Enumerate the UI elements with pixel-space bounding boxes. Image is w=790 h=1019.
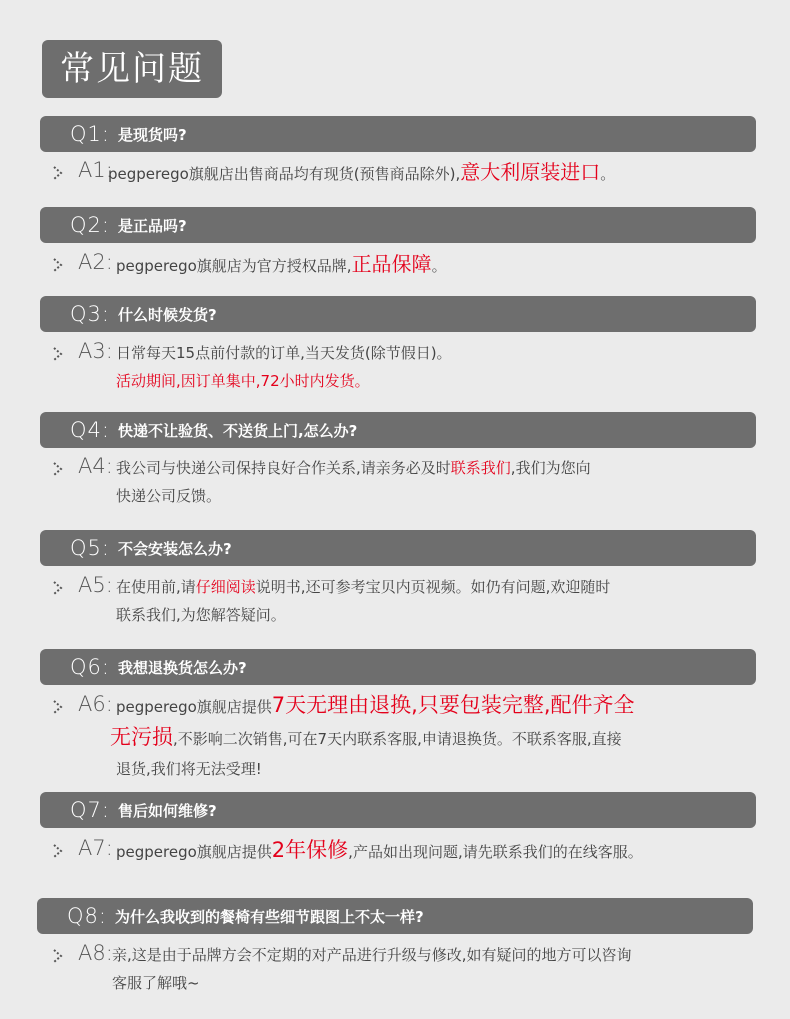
answer-text bbox=[116, 339, 452, 395]
chevron-right-icon bbox=[50, 699, 66, 715]
chevron-right-icon bbox=[50, 346, 66, 362]
question-bar-1 bbox=[40, 116, 756, 152]
highlight-text: 正品保障 bbox=[351, 252, 432, 276]
question-text: 是正品吗? bbox=[117, 216, 187, 235]
answer-number: A8: bbox=[78, 941, 113, 965]
answer-number: A7: bbox=[78, 836, 113, 860]
highlight-text: 2年保修 bbox=[271, 838, 349, 862]
question-bar-3 bbox=[40, 296, 756, 332]
chevron-right-icon bbox=[50, 948, 66, 964]
question-bar-7 bbox=[40, 792, 756, 828]
answer-text bbox=[116, 250, 447, 280]
question-text: 不会安装怎么办? bbox=[117, 539, 232, 558]
answer-text bbox=[112, 941, 632, 997]
answer-line: 快递公司反馈。 bbox=[116, 487, 222, 505]
answer-line: 日常每天15点前付款的订单,当天发货(除节假日)。 bbox=[116, 344, 452, 362]
answer-line: 联系我们,为您解答疑问。 bbox=[116, 606, 286, 624]
answer-line: pegperego旗舰店出售商品均有现货(预售商品除外), bbox=[108, 165, 461, 183]
answer-end: ,产品如出现问题,请先联系我们的在线客服。 bbox=[348, 843, 643, 861]
question-bar-4 bbox=[40, 412, 756, 448]
chevron-right-icon bbox=[50, 461, 66, 477]
question-bar-2 bbox=[40, 207, 756, 243]
question-number: Q5: bbox=[70, 536, 110, 560]
answer-text bbox=[110, 690, 635, 784]
answer-number: A3: bbox=[78, 339, 113, 363]
answer-text bbox=[116, 454, 591, 510]
question-text: 是现货吗? bbox=[117, 125, 187, 144]
chevron-right-icon bbox=[50, 580, 66, 596]
chevron-right-icon bbox=[50, 165, 66, 181]
question-bar-6 bbox=[40, 649, 756, 685]
question-text: 我想退换货怎么办? bbox=[117, 658, 247, 677]
chevron-right-icon bbox=[50, 843, 66, 859]
highlight-text: 意大利原装进口 bbox=[460, 160, 601, 184]
answer-text bbox=[116, 573, 610, 629]
question-text: 快递不让验货、不送货上门,怎么办? bbox=[117, 421, 358, 440]
answer-line: pegperego旗舰店提供 bbox=[116, 843, 272, 861]
highlight-text: 无污损 bbox=[110, 725, 173, 749]
question-number: Q2: bbox=[70, 213, 110, 237]
answer-end: 说明书,还可参考宝贝内页视频。如仍有问题,欢迎随时 bbox=[255, 578, 611, 596]
question-number: Q4: bbox=[70, 418, 110, 442]
answer-number: A2: bbox=[78, 250, 113, 274]
page-title: 常见问题 bbox=[42, 40, 222, 98]
highlight-text: 活动期间,因订单集中,72小时内发货。 bbox=[116, 372, 370, 390]
answer-line: 我公司与快递公司保持良好合作关系,请亲务必及时 bbox=[116, 459, 451, 477]
highlight-text: 7天无理由退换,只要包装完整,配件齐全 bbox=[271, 693, 635, 717]
question-number: Q6: bbox=[70, 655, 110, 679]
answer-line: 客服了解哦~ bbox=[112, 974, 200, 992]
answer-line: 亲,这是由于品牌方会不定期的对产品进行升级与修改,如有疑问的地方可以咨询 bbox=[112, 946, 632, 964]
answer-number: A4: bbox=[78, 454, 113, 478]
answer-line: ,不影响二次销售,可在7天内联系客服,申请退换货。不联系客服,直接 bbox=[173, 730, 622, 748]
answer-line: 在使用前,请 bbox=[116, 578, 196, 596]
chevron-right-icon bbox=[50, 257, 66, 273]
question-bar-5 bbox=[40, 530, 756, 566]
question-text: 什么时候发货? bbox=[117, 305, 217, 324]
answer-number: A6: bbox=[78, 692, 113, 716]
question-text: 售后如何维修? bbox=[117, 801, 217, 820]
question-text: 为什么我收到的餐椅有些细节跟图上不太一样? bbox=[114, 907, 424, 926]
answer-end: 。 bbox=[431, 257, 447, 275]
answer-end: ,我们为您向 bbox=[510, 459, 591, 477]
answer-text bbox=[116, 836, 643, 866]
answer-line: 退货,我们将无法受理! bbox=[116, 760, 262, 778]
question-number: Q1: bbox=[70, 122, 110, 146]
question-number: Q8: bbox=[67, 904, 107, 928]
answer-line: pegperego旗舰店为官方授权品牌, bbox=[116, 257, 352, 275]
answer-end: 。 bbox=[600, 165, 616, 183]
answer-number: A1: bbox=[78, 158, 113, 182]
question-number: Q3: bbox=[70, 302, 110, 326]
answer-text bbox=[108, 158, 615, 188]
question-bar-8 bbox=[37, 898, 753, 934]
question-number: Q7: bbox=[70, 798, 110, 822]
answer-line: pegperego旗舰店提供 bbox=[116, 698, 272, 716]
answer-number: A5: bbox=[78, 573, 113, 597]
highlight-text: 联系我们 bbox=[450, 459, 511, 477]
highlight-text: 仔细阅读 bbox=[195, 578, 256, 596]
